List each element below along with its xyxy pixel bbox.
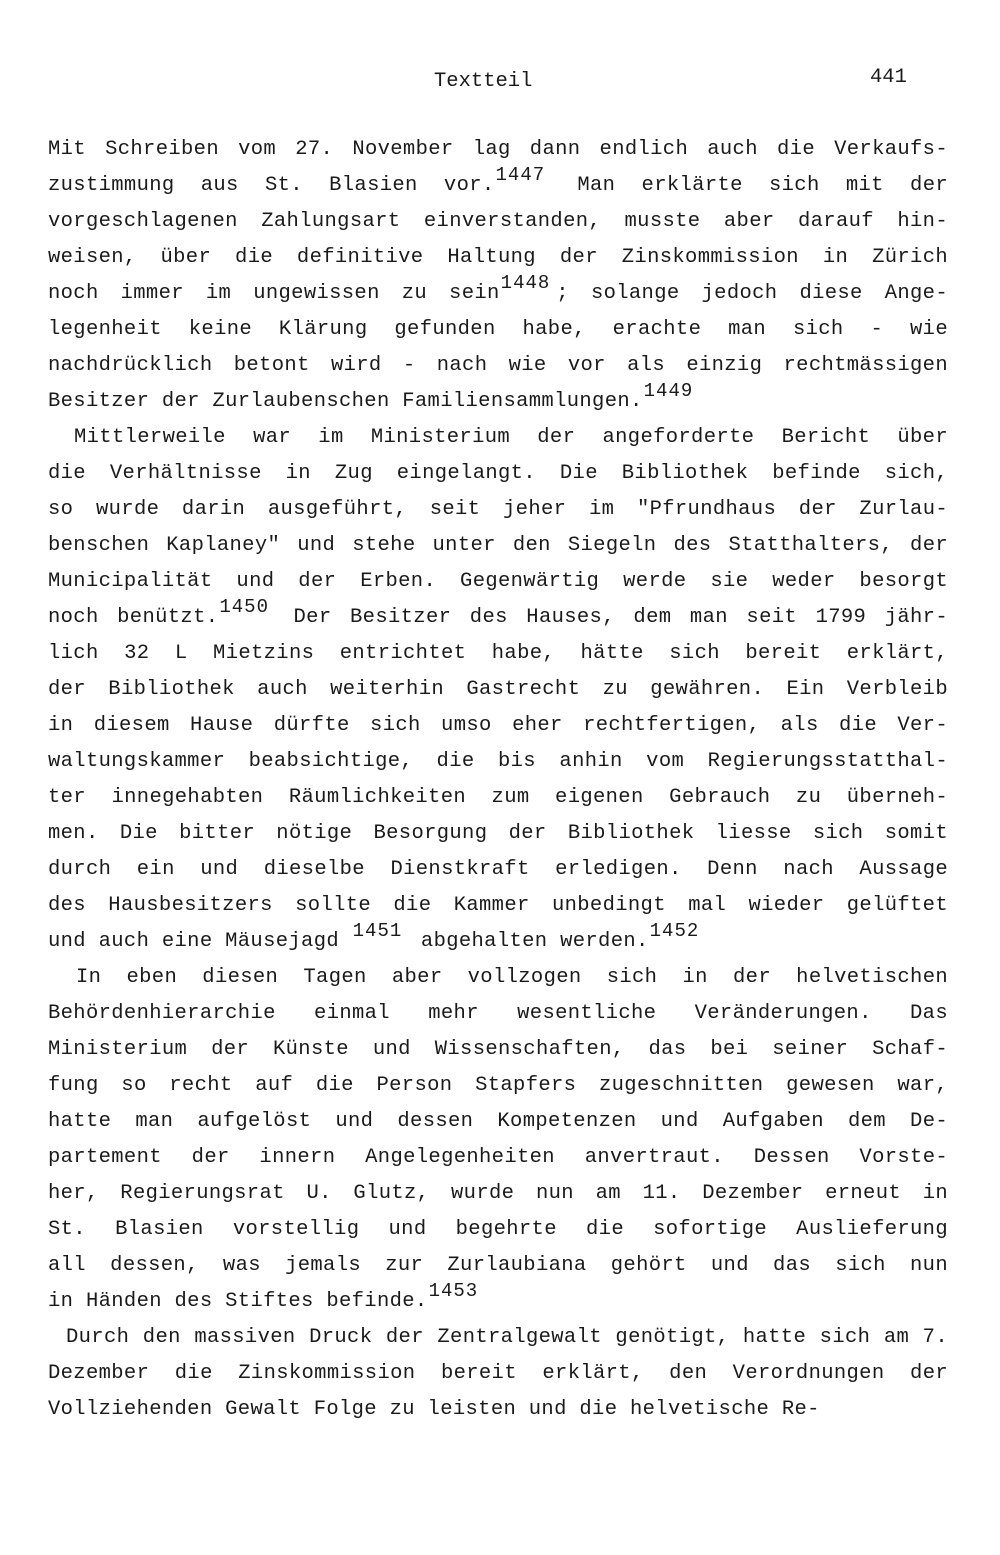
text-line xyxy=(48,271,948,312)
page-number: 441 xyxy=(870,66,907,89)
text-line xyxy=(48,816,948,852)
text-line xyxy=(48,240,948,276)
text-line xyxy=(48,1392,948,1428)
text-segment: men. Die bitter nötige Besorgung der Bibliothek liesse sich somit xyxy=(48,822,948,845)
paragraph xyxy=(48,132,948,420)
footnote-reference: 1449 xyxy=(643,379,694,402)
text-segment: her, Regierungsrat U. Glutz, wurde nun am 11. Dezember erneut in xyxy=(48,1182,948,1205)
text-segment: nachdrücklich betont wird - nach wie vor als einzig rechtmässigen xyxy=(48,354,948,377)
text-line xyxy=(48,420,948,456)
footnote-reference: 1452 xyxy=(649,919,700,942)
text-segment: noch immer im ungewissen zu sein xyxy=(48,282,500,305)
text-line xyxy=(48,312,948,348)
text-line xyxy=(48,672,948,708)
text-segment: fung so recht auf die Person Stapfers zugeschnitten gewesen war, xyxy=(48,1074,948,1097)
text-segment: legenheit keine Klärung gefunden habe, erachte man sich - wie xyxy=(48,318,948,341)
text-segment: ter innegehabten Räumlichkeiten zum eigenen Gebrauch zu überneh- xyxy=(48,786,948,809)
text-line xyxy=(48,1032,948,1068)
text-segment: partement der innern Angelegenheiten anvertraut. Dessen Vorste- xyxy=(48,1146,948,1169)
text-line xyxy=(48,379,948,420)
text-segment: Behördenhierarchie einmal mehr wesentliche Veränderungen. Das xyxy=(48,1002,948,1025)
text-segment: benschen Kaplaney" und stehe unter den Siegeln des Statthalters, der xyxy=(48,534,948,557)
footnote-reference: 1448 xyxy=(500,271,551,294)
text-segment: zustimmung aus St. Blasien vor. xyxy=(48,174,495,197)
text-line xyxy=(48,919,948,960)
text-segment: Ministerium der Künste und Wissenschaften, das bei seiner Schaf- xyxy=(48,1038,948,1061)
text-line xyxy=(48,888,948,924)
footnote-reference: 1447 xyxy=(495,163,546,186)
footnote-reference: 1451 xyxy=(352,919,403,942)
text-line xyxy=(48,132,948,168)
text-segment: Man erklärte sich mit der xyxy=(551,174,948,197)
text-line xyxy=(48,528,948,564)
text-segment: die Verhältnisse in Zug eingelangt. Die Bibliothek befinde sich, xyxy=(48,462,948,485)
text-line xyxy=(48,1140,948,1176)
text-line xyxy=(48,1320,948,1356)
text-segment: Besitzer der Zurlaubenschen Familiensammlungen. xyxy=(48,390,643,413)
text-segment: all dessen, was jemals zur Zurlaubiana gehört und das sich nun xyxy=(48,1254,948,1277)
text-line xyxy=(48,1212,948,1248)
text-segment: Municipalität und der Erben. Gegenwärtig werde sie weder besorgt xyxy=(48,570,948,593)
text-line xyxy=(48,163,948,204)
text-line xyxy=(48,348,948,384)
text-segment: Mittlerweile war im Ministerium der angeforderte Bericht über xyxy=(74,426,948,449)
text-segment: in Händen des Stiftes befinde. xyxy=(48,1290,428,1313)
text-segment: hatte man aufgelöst und dessen Kompetenzen und Aufgaben dem De- xyxy=(48,1110,948,1133)
text-segment: Mit Schreiben vom 27. November lag dann endlich auch die Verkaufs- xyxy=(48,138,948,161)
text-line xyxy=(48,564,948,600)
text-line xyxy=(48,492,948,528)
text-segment: St. Blasien vorstellig und begehrte die sofortige Auslieferung xyxy=(48,1218,948,1241)
text-segment: und auch eine Mäusejagd xyxy=(48,930,352,953)
text-segment: Dezember die Zinskommission bereit erklärt, den Verordnungen der xyxy=(48,1362,948,1385)
text-line xyxy=(48,1104,948,1140)
text-line xyxy=(48,744,948,780)
text-segment: waltungskammer beabsichtige, die bis anhin vom Regierungsstatthal- xyxy=(48,750,948,773)
running-title: Textteil xyxy=(434,70,533,93)
text-line xyxy=(48,636,948,672)
text-segment: abgehalten werden. xyxy=(408,930,649,953)
text-line xyxy=(48,204,948,240)
paragraph xyxy=(48,1320,948,1428)
text-line xyxy=(48,708,948,744)
text-line xyxy=(48,1356,948,1392)
footnote-reference: 1453 xyxy=(428,1279,479,1302)
text-segment: des Hausbesitzers sollte die Kammer unbedingt mal wieder gelüftet xyxy=(48,894,948,917)
text-line xyxy=(48,595,948,636)
text-segment: Durch den massiven Druck der Zentralgewalt genötigt, hatte sich am 7. xyxy=(66,1326,948,1349)
text-segment: weisen, über die definitive Haltung der Zinskommission in Zürich xyxy=(48,246,948,269)
paragraph xyxy=(48,960,948,1320)
body-text xyxy=(48,132,948,1428)
text-segment: lich 32 L Mietzins entrichtet habe, hätte sich bereit erklärt, xyxy=(48,642,948,665)
page-header xyxy=(0,66,1000,100)
text-line xyxy=(48,1176,948,1212)
text-line xyxy=(48,960,948,996)
text-line xyxy=(48,852,948,888)
text-segment: durch ein und dieselbe Dienstkraft erledigen. Denn nach Aussage xyxy=(48,858,948,881)
text-segment: Vollziehenden Gewalt Folge zu leisten und die helvetische Re- xyxy=(48,1398,820,1421)
text-segment: In eben diesen Tagen aber vollzogen sich in der helvetischen xyxy=(76,966,948,989)
text-segment: ; solange jedoch diese Ange- xyxy=(556,282,948,305)
text-line xyxy=(48,780,948,816)
paragraph xyxy=(48,420,948,960)
text-line xyxy=(48,996,948,1032)
text-line xyxy=(48,1248,948,1284)
text-segment: der Bibliothek auch weiterhin Gastrecht zu gewähren. Ein Verbleib xyxy=(48,678,948,701)
text-segment: in diesem Hause dürfte sich umso eher rechtfertigen, als die Ver- xyxy=(48,714,948,737)
footnote-reference: 1450 xyxy=(219,595,269,618)
text-line xyxy=(48,1279,948,1320)
text-line xyxy=(48,456,948,492)
text-segment: so wurde darin ausgeführt, seit jeher im "Pfrundhaus der Zurlau- xyxy=(48,498,948,521)
text-segment: noch benützt. xyxy=(48,606,219,629)
text-segment: Der Besitzer des Hauses, dem man seit 1799 jähr- xyxy=(274,606,948,629)
text-segment: vorgeschlagenen Zahlungsart einverstanden, musste aber darauf hin- xyxy=(48,210,948,233)
text-line xyxy=(48,1068,948,1104)
